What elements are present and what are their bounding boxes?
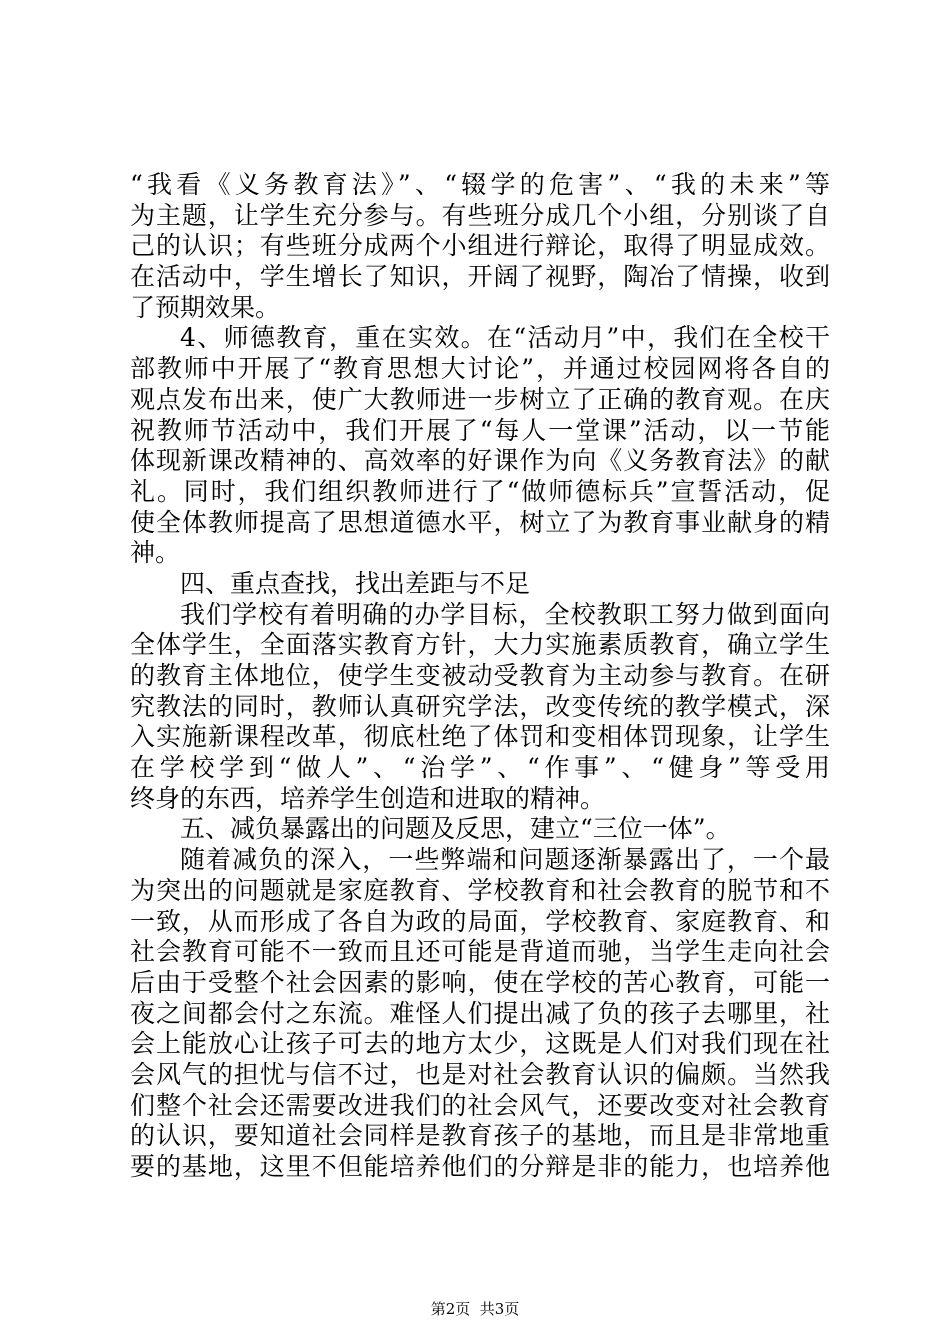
text-line: 要的基地，这里不但能培养他们的分辩是非的能力，也培养他 xyxy=(130,1152,830,1181)
text-line: 在活动中，学生增长了知识，开阔了视野，陶冶了情操，收到 xyxy=(130,262,830,292)
text-line: 社会教育可能不一致而且还可能是背道而驰，当学生走向社会 xyxy=(130,937,830,967)
text-line: 使全体教师提高了思想道德水平，树立了为教育事业献身的精 xyxy=(130,507,830,537)
page-number-footer: 第2页 共3页 xyxy=(430,1300,520,1318)
text-line: 会风气的担忧与信不过，也是对社会教育认识的偏颇。当然我 xyxy=(130,1059,830,1089)
text-line: 究教法的同时，教师认真研究学法，改变传统的教学模式，深 xyxy=(130,691,830,721)
text-line: 夜之间都会付之东流。难怪人们提出减了负的孩子去哪里，社 xyxy=(130,998,830,1028)
text-line: 己的认识；有些班分成两个小组进行辩论，取得了明显成效。 xyxy=(130,231,830,261)
text-line: 们整个社会还需要改进我们的社会风气，还要改变对社会教育 xyxy=(130,1090,830,1120)
text-line: 全体学生，全面落实教育方针，大力实施素质教育，确立学生 xyxy=(130,630,830,660)
text-line: 会上能放心让孩子可去的地方太少，这既是人们对我们现在社 xyxy=(130,1029,830,1059)
text-line: 我们学校有着明确的办学目标，全校教职工努力做到面向 xyxy=(180,599,830,629)
text-line: 观点发布出来，使广大教师进一步树立了正确的教育观。在庆 xyxy=(130,384,830,414)
text-line: 礼。同时，我们组织教师进行了“做师德标兵”宣誓活动，促 xyxy=(130,476,830,506)
text-line: 的教育主体地位，使学生变被动受教育为主动参与教育。在研 xyxy=(130,661,830,690)
text-line: 后由于受整个社会因素的影响，使在学校的苦心教育，可能一 xyxy=(130,967,830,997)
text-line: 4、师德教育，重在实效。在“活动月”中，我们在全校干 xyxy=(180,323,830,353)
text-line: 为突出的问题就是家庭教育、学校教育和社会教育的脱节和不 xyxy=(130,875,830,905)
text-line: 四、重点查找，找出差距与不足 xyxy=(180,568,531,598)
text-line: 为主题，让学生充分参与。有些班分成几个小组，分别谈了自 xyxy=(130,200,830,230)
text-line: 一致，从而形成了各自为政的局面，学校教育、家庭教育、和 xyxy=(130,906,830,936)
text-line: 五、减负暴露出的问题及反思，建立“三位一体”。 xyxy=(180,814,731,844)
text-line: 的认识，要知道社会同样是教育孩子的基地，而且是非常地重 xyxy=(130,1121,830,1151)
text-line: 神。 xyxy=(130,538,181,568)
text-line: 终身的东西，培养学生创造和进取的精神。 xyxy=(130,783,606,813)
text-line: 在学校学到“做人”、“治学”、“作事”、“健身”等受用 xyxy=(130,753,830,783)
text-line: 体现新课改精神的、高效率的好课作为向《义务教育法》的献 xyxy=(130,446,830,476)
text-line: 入实施新课程改革，彻底杜绝了体罚和变相体罚现象，让学生 xyxy=(130,722,830,752)
text-line: “我看《义务教育法》”、“辍学的危害”、“我的未来”等 xyxy=(130,170,830,199)
text-line: 部教师中开展了“教育思想大讨论”，并通过校园网将各自的 xyxy=(130,354,830,384)
text-line: 随着减负的深入，一些弊端和问题逐渐暴露出了，一个最 xyxy=(180,845,830,875)
document-body xyxy=(130,170,830,1183)
text-line: 了预期效果。 xyxy=(130,292,281,322)
text-line: 祝教师节活动中，我们开展了“每人一堂课”活动，以一节能 xyxy=(130,415,830,445)
